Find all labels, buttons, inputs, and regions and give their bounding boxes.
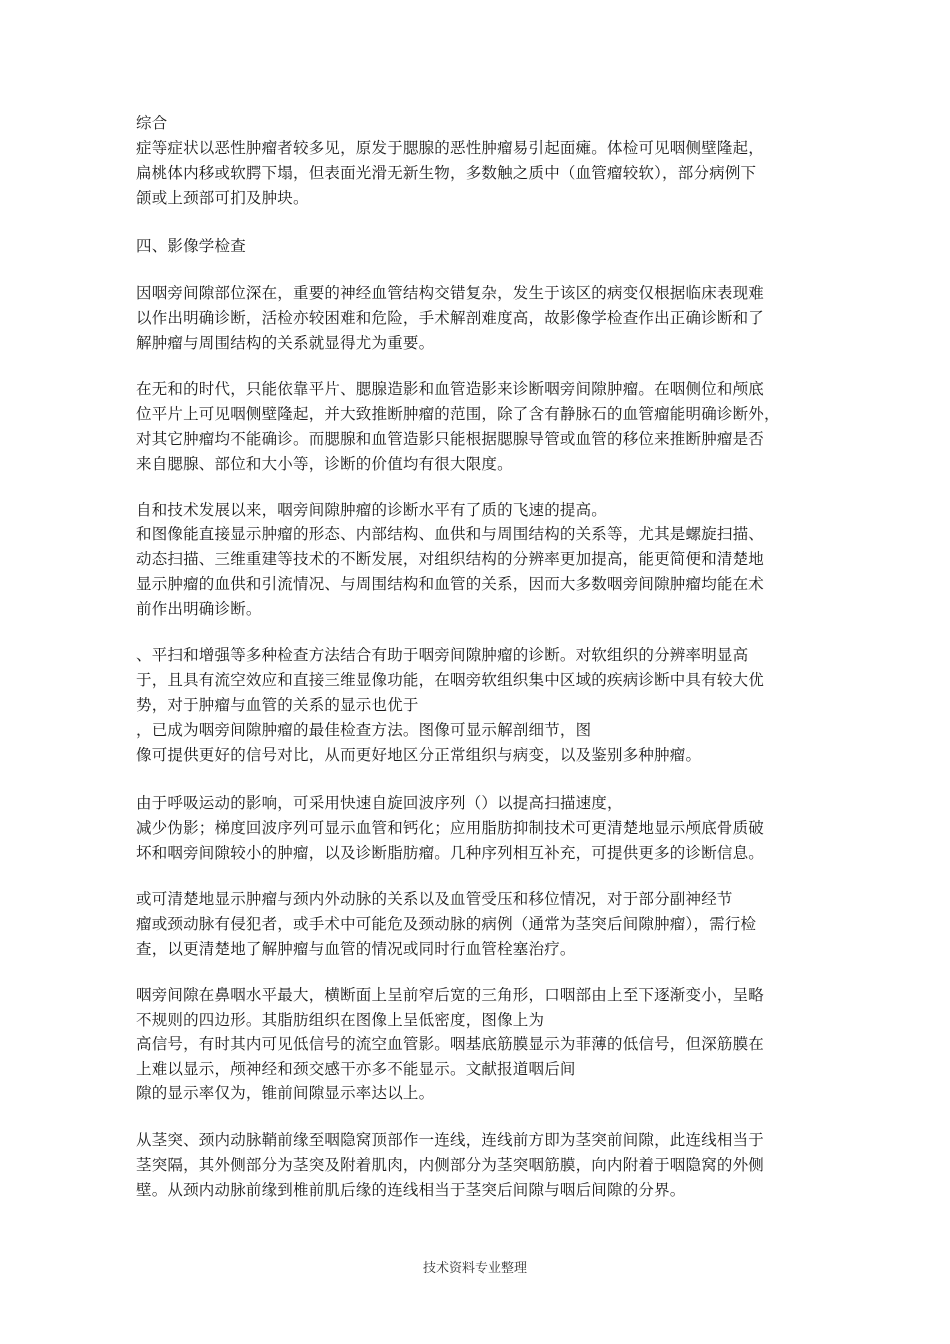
text-line: 来自腮腺、部位和大小等，诊断的价值均有很大限度。: [136, 455, 513, 473]
text-line: 瘤或颈动脉有侵犯者，或手术中可能危及颈动脉的病例（通常为茎突后间隙肿瘤），需行检: [136, 915, 757, 933]
text-line: 自和技术发展以来，咽旁间隙肿瘤的诊断水平有了质的飞速的提高。: [136, 501, 608, 519]
text-line: 茎突隔，其外侧部分为茎突及附着肌肉，内侧部分为茎突咽筋膜，向内附着于咽隐窝的外侧: [136, 1156, 765, 1174]
text-line: 咽旁间隙在鼻咽水平最大，横断面上呈前窄后宽的三角形，口咽部由上至下逐渐变小，呈略: [136, 986, 765, 1004]
text-line: 因咽旁间隙部位深在，重要的神经血管结构交错复杂，发生于该区的病变仅根据临床表现难: [136, 284, 765, 302]
text-line: 综合: [136, 114, 168, 132]
page-footer: 技术资料专业整理: [422, 1261, 527, 1276]
text-line: 或可清楚地显示肿瘤与颈内外动脉的关系以及血管受压和移位情况，对于部分副神经节: [136, 890, 733, 908]
text-line: 隙的显示率仅为，锥前间隙显示率达以上。: [136, 1084, 435, 1102]
text-line: 症等症状以恶性肿瘤者较多见，原发于腮腺的恶性肿瘤易引起面瘫。体检可见咽侧壁隆起，: [136, 139, 765, 157]
text-line: 、平扫和增强等多种检查方法结合有助于咽旁间隙肿瘤的诊断。对软组织的分辨率明显高: [136, 646, 749, 664]
text-line: 位平片上可见咽侧壁隆起，并大致推断肿瘤的范围，除了含有静脉石的血管瘤能明确诊断外，: [136, 405, 780, 423]
text-line: 颌或上颈部可扪及肿块。: [136, 189, 309, 207]
text-line: 像可提供更好的信号对比，从而更好地区分正常组织与病变，以及鉴别多种肿瘤。: [136, 746, 702, 764]
text-line: 在无和的时代，只能依靠平片、腮腺造影和血管造影来诊断咽旁间隙肿瘤。在咽侧位和颅底: [136, 380, 765, 398]
text-line: 不规则的四边形。其脂肪组织在图像上呈低密度，图像上为: [136, 1011, 545, 1029]
text-line: 对其它肿瘤均不能确诊。而腮腺和血管造影只能根据腮腺导管或血管的移位来推断肿瘤是否: [136, 430, 765, 448]
text-line: 由于呼吸运动的影响，可采用快速自旋回波序列（）以提高扫描速度，: [136, 794, 623, 812]
text-line: 前作出明确诊断。: [136, 600, 262, 618]
text-line: 坏和咽旁间隙较小的肿瘤，以及诊断脂肪瘤。几种序列相互补充，可提供更多的诊断信息。: [136, 844, 765, 862]
text-line: ，已成为咽旁间隙肿瘤的最佳检查方法。图像可显示解剖细节，图: [136, 721, 592, 739]
text-line: 显示肿瘤的血供和引流情况、与周围结构和血管的关系，因而大多数咽旁间隙肿瘤均能在术: [136, 575, 765, 593]
text-line: 上难以显示，颅神经和颈交感干亦多不能显示。文献报道咽后间: [136, 1060, 576, 1078]
text-line: 势，对于肿瘤与血管的关系的显示也优于: [136, 696, 419, 714]
text-line: 减少伪影；梯度回波序列可显示血管和钙化；应用脂肪抑制技术可更清楚地显示颅底骨质破: [136, 819, 765, 837]
text-line: 高信号，有时其内可见低信号的流空血管影。咽基底筋膜显示为菲薄的低信号，但深筋膜在: [136, 1035, 765, 1053]
text-line: 于，且具有流空效应和直接三维显像功能，在咽旁软组织集中区域的疾病诊断中具有较大优: [136, 671, 765, 689]
text-line: 从茎突、颈内动脉鞘前缘至咽隐窝顶部作一连线，连线前方即为茎突前间隙，此连线相当于: [136, 1131, 765, 1149]
text-line: 动态扫描、三维重建等技术的不断发展，对组织结构的分辨率更加提高，能更简便和清楚地: [136, 550, 765, 568]
text-line: 以作出明确诊断，活检亦较困难和危险，手术解剖难度高，故影像学检查作出正确诊断和了: [136, 309, 765, 327]
section-heading: 四、影像学检查: [136, 237, 246, 255]
text-line: 和图像能直接显示肿瘤的形态、内部结构、血供和与周围结构的关系等，尤其是螺旋扫描、: [136, 525, 765, 543]
text-line: 解肿瘤与周围结构的关系就显得尤为重要。: [136, 334, 435, 352]
text-line: 扁桃体内移或软腭下塌，但表面光滑无新生物，多数触之质中（血管瘤较软），部分病例下: [136, 164, 757, 182]
text-line: 壁。从颈内动脉前缘到椎前肌后缘的连线相当于茎突后间隙与咽后间隙的分界。: [136, 1181, 686, 1199]
text-line: 查，以更清楚地了解肿瘤与血管的情况或同时行血管栓塞治疗。: [136, 940, 576, 958]
